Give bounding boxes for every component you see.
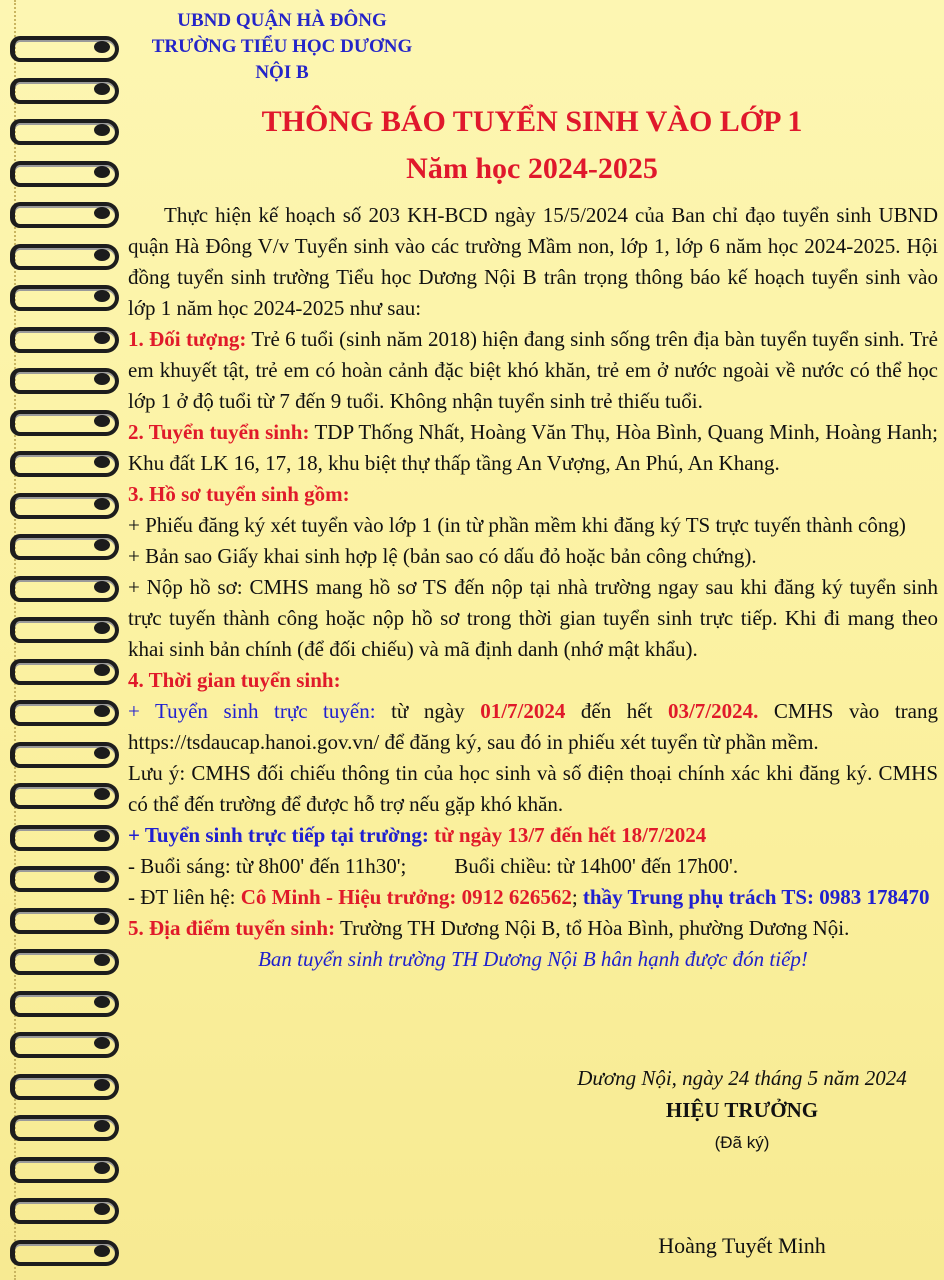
spiral-ring — [10, 493, 118, 519]
section-heading: 3. Hồ sơ tuyển sinh gồm: — [128, 482, 350, 506]
spiral-ring — [10, 36, 118, 62]
spiral-ring — [10, 1198, 118, 1224]
announcement-body — [128, 200, 938, 975]
title-line-2: Năm học 2024-2025 — [406, 152, 658, 185]
spiral-ring — [10, 78, 118, 104]
spiral-ring — [10, 1074, 118, 1100]
signature-note: (Đã ký) — [714, 1133, 770, 1152]
contact-teacher: thầy Trung phụ trách TS: 0983 178470 — [582, 885, 930, 909]
org-line-1: UBND QUẬN HÀ ĐÔNG — [177, 10, 387, 31]
issuing-organization — [132, 8, 432, 86]
text-fragment: từ ngày — [375, 699, 481, 723]
signature-date: Dương Nội, ngày 24 tháng 5 năm 2024 — [577, 1066, 907, 1090]
spiral-ring — [10, 742, 118, 768]
section-area — [128, 417, 938, 479]
spiral-ring — [10, 451, 118, 477]
online-registration — [128, 696, 938, 758]
spiral-ring — [10, 285, 118, 311]
spiral-binding — [10, 36, 125, 1266]
spiral-ring — [10, 991, 118, 1017]
section-heading: 1. Đối tượng: — [128, 327, 247, 351]
online-end-date: 03/7/2024. — [667, 699, 759, 723]
section-text: Trường TH Dương Nội B, tổ Hòa Bình, phường Dương Nội. — [335, 916, 850, 940]
spiral-ring — [10, 1115, 118, 1141]
announcement — [126, 0, 938, 1280]
title-line-1: THÔNG BÁO TUYỂN SINH VÀO LỚP 1 — [261, 105, 803, 138]
text-fragment: CMHS vào trang https://tsdaucap.hanoi.gov.vn/ để đăng ký, sau đó in phiếu xét tuyển từ phần mềm. — [128, 699, 938, 754]
spiral-ring — [10, 659, 118, 685]
online-start-date: 01/7/2024 — [480, 699, 566, 723]
spiral-ring — [10, 908, 118, 934]
section-text: Trẻ 6 tuổi (sinh năm 2018) hiện đang sinh sống trên địa bàn tuyển tuyển sinh. Trẻ em khuyết tật, trẻ em có hoàn cảnh đặc biệt khó khăn, trẻ em ở nước ngoài về nước có thể học lớp 1 ở độ tuổi từ 7 đến 9 tuổi. Không nhận tuyển sinh trẻ thiếu tuổi. — [128, 327, 938, 413]
org-line-2: TRƯỜNG TIỂU HỌC DƯƠNG NỘI B — [151, 36, 413, 83]
spiral-ring — [10, 534, 118, 560]
spiral-ring — [10, 949, 118, 975]
direct-dates: từ ngày 13/7 đến hết 18/7/2024 — [428, 823, 707, 847]
contact-principal: Cô Minh - Hiệu trưởng: 0912 626562 — [240, 885, 572, 909]
section-location — [128, 913, 938, 944]
intro-paragraph: Thực hiện kế hoạch số 203 KH-BCD ngày 15/5/2024 của Ban chỉ đạo tuyển sinh UBND quận Hà Đông V/v Tuyển sinh vào các trường Mầm non, lớp 1, lớp 6 năm học 2024-2025. Hội đồng tuyển sinh trường Tiểu học Dương Nội B trân trọng thông báo kế hoạch tuyển sinh vào lớp 1 năm học 2024-2025 như sau: — [128, 203, 938, 320]
spiral-ring — [10, 1032, 118, 1058]
spiral-ring — [10, 700, 118, 726]
direct-registration — [128, 820, 938, 851]
working-hours — [128, 851, 938, 882]
section-text: TDP Thống Nhất, Hoàng Văn Thụ, Hòa Bình, Quang Minh, Hoàng Hanh; Khu đất LK 16, 17, 18, khu biệt thự thấp tầng An Vượng, An Phú, An Khang. — [128, 420, 938, 475]
online-label: + Tuyển sinh trực tuyến: — [128, 699, 376, 723]
contact-line — [128, 882, 938, 913]
list-item: + Nộp hồ sơ: CMHS mang hồ sơ TS đến nộp tại nhà trường ngay sau khi đăng ký tuyển sinh trực tuyến thành công hoặc nộp hồ sơ trong thời gian tuyển sinh trực tiếp. Khi đi mang theo khai sinh bản chính (để đối chiếu) và mã định danh (nhớ mật khẩu). — [128, 575, 938, 661]
spiral-ring — [10, 617, 118, 643]
section-heading: 5. Địa điểm tuyển sinh: — [128, 916, 336, 940]
direct-label: + Tuyển sinh trực tiếp tại trường: — [128, 823, 429, 847]
spiral-ring — [10, 783, 118, 809]
welcome-slogan: Ban tuyển sinh trường TH Dương Nội B hân hạnh được đón tiếp! — [258, 947, 808, 971]
spiral-ring — [10, 327, 118, 353]
spiral-ring — [10, 119, 118, 145]
spiral-ring — [10, 368, 118, 394]
spiral-ring — [10, 244, 118, 270]
spiral-ring — [10, 410, 118, 436]
spiral-ring — [10, 825, 118, 851]
note-paragraph: Lưu ý: CMHS đối chiếu thông tin của học sinh và số điện thoại chính xác khi đăng ký. CMHS có thể đến trường để được hỗ trợ nếu gặp khó khăn. — [128, 761, 938, 816]
section-target — [128, 324, 938, 417]
spiral-ring — [10, 866, 118, 892]
list-item: + Phiếu đăng ký xét tuyển vào lớp 1 (in từ phần mềm khi đăng ký TS trực tuyến thành công) — [128, 513, 906, 537]
signatory-name: Hoàng Tuyết Minh — [658, 1233, 826, 1258]
morning-hours: - Buổi sáng: từ 8h00' đến 11h30'; — [128, 854, 407, 878]
list-item: + Bản sao Giấy khai sinh hợp lệ (bản sao có dấu đỏ hoặc bản công chứng). — [128, 544, 757, 568]
contact-label: - ĐT liên hệ: — [128, 885, 241, 909]
spiral-ring — [10, 161, 118, 187]
announcement-title — [126, 98, 938, 192]
section-heading: 2. Tuyển tuyển sinh: — [128, 420, 310, 444]
signature-role: HIỆU TRƯỞNG — [665, 1098, 819, 1122]
afternoon-hours: Buổi chiều: từ 14h00' đến 17h00'. — [454, 854, 739, 878]
spiral-ring — [10, 1240, 118, 1266]
text-fragment: đến hết — [565, 699, 668, 723]
text-fragment: ; — [571, 885, 583, 909]
spiral-ring — [10, 576, 118, 602]
section-heading: 4. Thời gian tuyển sinh: — [128, 668, 341, 692]
spiral-ring — [10, 202, 118, 228]
spiral-ring — [10, 1157, 118, 1183]
